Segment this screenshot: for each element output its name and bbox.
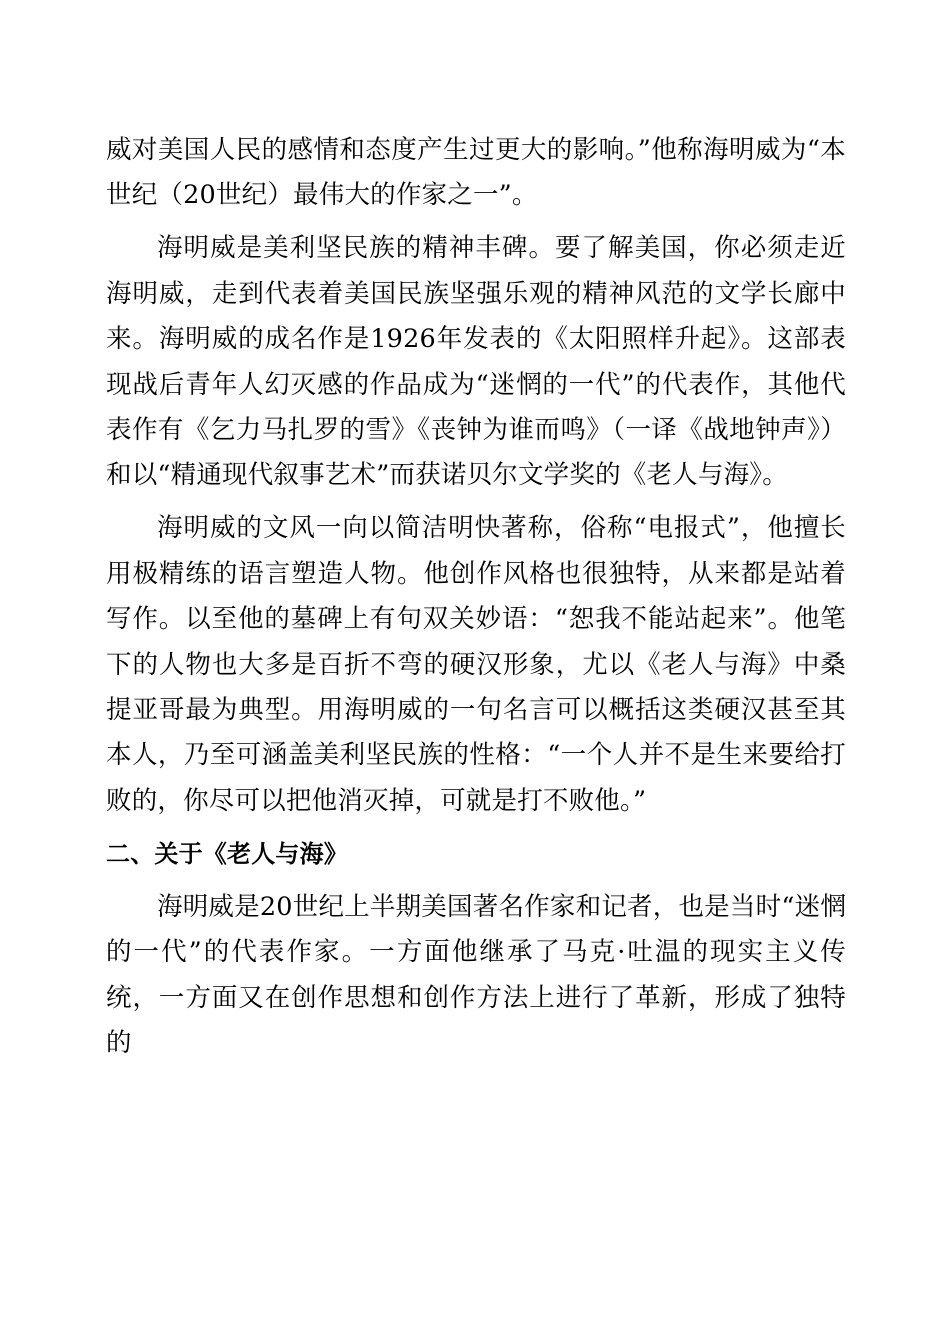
paragraph-hemingway-writer: 海明威是20世纪上半期美国著名作家和记者，也是当时“迷惘的一代”的代表作家。一方面他继承了马克·吐温的现实主义传统，一方面又在创作思想和创作方法上进行了革新，形成了独特的 [106,891,846,1059]
paragraph-hemingway-monument: 海明威是美利坚民族的精神丰碑。要了解美国，你必须走近海明威，走到代表着美国民族坚强乐观的精神风范的文学长廊中来。海明威的成名作是1926年发表的《太阳照样升起》。这部表现战后青年人幻灭感的作品成为“迷惘的一代”的代表作，其他代表作有《乞力马扎罗的雪》《丧钟为谁而鸣》（一译《战地钟声》）和以“精通现代叙事艺术”而获诺贝尔文学奖的《老人与海》。 [106,233,846,491]
document-body [106,128,846,1074]
section-heading: 二、关于《老人与海》 [106,839,348,868]
paragraph-continuation: 威对美国人民的感情和态度产生过更大的影响。”他称海明威为“本世纪（20世纪）最伟大的作家之一”。 [106,135,846,211]
paragraph-hemingway-style: 海明威的文风一向以简洁明快著称，俗称“电报式”，他擅长用极精练的语言塑造人物。他创作风格也很独特，从来都是站着写作。以至他的墓碑上有句双关妙语：“恕我不能站起来”。他笔下的人物也大多是百折不弯的硬汉形象，尤以《老人与海》中桑提亚哥最为典型。用海明威的一句名言可以概括这类硬汉甚至其本人，乃至可涵盖美利坚民族的性格：“一个人并不是生来要给打败的，你尽可以把他消灭掉，可就是打不败他。” [106,513,846,816]
